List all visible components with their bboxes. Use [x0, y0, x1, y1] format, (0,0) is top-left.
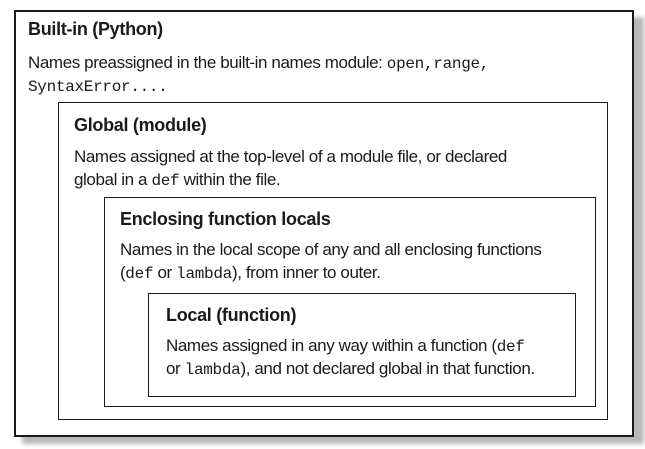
- local-scope-title: Local (function): [166, 305, 297, 325]
- builtin-scope-description-line-1: [28, 51, 489, 76]
- local-scope-description-line-1: [166, 334, 525, 359]
- builtin-scope-description-line-2: [28, 74, 168, 99]
- enclosing-desc-open: (: [120, 263, 126, 282]
- global-desc-code: def: [151, 172, 180, 190]
- global-scope-description-line-2: [74, 168, 280, 193]
- builtin-desc-code: open,range,: [386, 55, 490, 73]
- builtin-desc-text: Names preassigned in the built-in names module:: [28, 53, 387, 72]
- local-desc-code: def: [496, 338, 525, 356]
- local-desc-text: Names assigned in any way within a function (: [166, 336, 497, 355]
- enclosing-desc-code-1: def: [125, 265, 154, 283]
- enclosing-desc-or: or: [153, 263, 177, 282]
- enclosing-scope-description-line-2: [120, 261, 381, 286]
- global-scope-title: Global (module): [74, 115, 207, 135]
- global-desc-pre: global in a: [74, 170, 152, 189]
- local-scope-description-line-2: [166, 357, 535, 382]
- local-desc-post: ), and not declared global in that function.: [240, 359, 535, 378]
- local-desc-code-2: lambda: [184, 361, 241, 379]
- enclosing-desc-post: ), from inner to outer.: [231, 263, 381, 282]
- local-desc-pre: or: [166, 359, 185, 378]
- global-desc-post: within the file.: [179, 170, 281, 189]
- builtin-desc-code-2: SyntaxError....: [28, 78, 168, 96]
- enclosing-scope-title: Enclosing function locals: [120, 209, 331, 229]
- builtin-scope-title: Built-in (Python): [28, 19, 163, 39]
- global-scope-description-line-1: Names assigned at the top-level of a module file, or declared: [74, 147, 507, 166]
- enclosing-scope-description-line-1: Names in the local scope of any and all enclosing functions: [120, 240, 542, 259]
- enclosing-desc-code-2: lambda: [176, 265, 232, 283]
